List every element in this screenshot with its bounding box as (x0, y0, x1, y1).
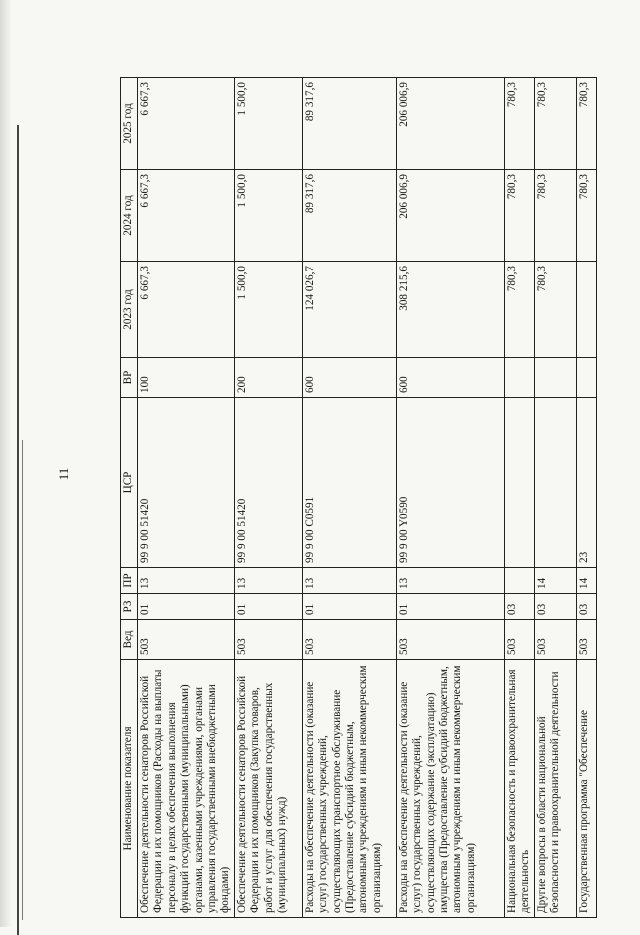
row-pr: 14 (576, 568, 596, 594)
row-name: Расходы на обеспечение деятельности (оказание услуг) государственных учреждений, осуществляющих транспортное обслуживание (Предоставление субсидий бюджетным, автономным учреждениям и иным некоммерческим организациям) (302, 660, 396, 918)
page-number: 11 (56, 467, 71, 481)
row-2024: 6 667,3 (138, 170, 235, 262)
row-2023: 308 215,6 (396, 262, 504, 358)
row-name: Национальная безопасность и правоохранительная деятельность (504, 660, 534, 918)
table-row (504, 78, 534, 918)
row-ved: 503 (534, 620, 576, 660)
row-csr: 23 (576, 398, 596, 568)
table-row (396, 78, 504, 918)
row-vr (534, 358, 576, 398)
row-ved: 503 (234, 620, 302, 660)
row-2025: 780,3 (534, 78, 576, 170)
budget-table-container (120, 78, 610, 918)
row-name: Расходы на обеспечение деятельности (оказание услуг) государственных учреждений, осуществляющих содержание (эксплуатацию) имущества (Предоставление субсидий бюджетным, автономным учреждениям и иным некоммерческим организациям) (396, 660, 504, 918)
row-2023: 780,3 (534, 262, 576, 358)
row-2024: 206 006,9 (396, 170, 504, 262)
row-2023 (576, 262, 596, 358)
header-csr: ЦСР (121, 398, 138, 568)
row-csr: 99 9 00 51420 (138, 398, 235, 568)
row-2024: 1 500,0 (234, 170, 302, 262)
row-2023: 780,3 (504, 262, 534, 358)
row-2023: 6 667,3 (138, 262, 235, 358)
row-2025: 206 006,9 (396, 78, 504, 170)
table-header-row (121, 78, 138, 918)
row-2025: 1 500,0 (234, 78, 302, 170)
scan-edge-shadow (0, 0, 12, 927)
header-vr: ВР (121, 358, 138, 398)
row-vr: 600 (302, 358, 396, 398)
header-2025: 2025 год (121, 78, 138, 170)
row-2024: 780,3 (504, 170, 534, 262)
row-vr (576, 358, 596, 398)
row-rz: 01 (396, 594, 504, 620)
row-csr: 99 9 00 С0591 (302, 398, 396, 568)
row-pr: 14 (534, 568, 576, 594)
row-ved: 503 (576, 620, 596, 660)
row-ved: 503 (302, 620, 396, 660)
row-rz: 01 (302, 594, 396, 620)
row-2024: 89 317,6 (302, 170, 396, 262)
row-pr: 13 (302, 568, 396, 594)
row-csr (534, 398, 576, 568)
header-ved: Вед (121, 620, 138, 660)
row-2023: 1 500,0 (234, 262, 302, 358)
binding-edge-line (17, 125, 19, 935)
row-2025: 780,3 (504, 78, 534, 170)
header-rz: РЗ (121, 594, 138, 620)
row-vr: 200 (234, 358, 302, 398)
budget-table (120, 77, 597, 918)
row-2023: 124 026,7 (302, 262, 396, 358)
table-row (138, 78, 235, 918)
row-pr: 13 (138, 568, 235, 594)
row-pr: 13 (234, 568, 302, 594)
row-rz: 03 (534, 594, 576, 620)
row-ved: 503 (138, 620, 235, 660)
row-rz: 03 (504, 594, 534, 620)
table-row (302, 78, 396, 918)
row-2025: 89 317,6 (302, 78, 396, 170)
row-pr: 13 (396, 568, 504, 594)
row-csr: 99 9 00 51420 (234, 398, 302, 568)
header-pr: ПР (121, 568, 138, 594)
row-vr: 600 (396, 358, 504, 398)
row-2024: 780,3 (534, 170, 576, 262)
header-2024: 2024 год (121, 170, 138, 262)
row-csr: 99 9 00 Y0590 (396, 398, 504, 568)
table-row (534, 78, 576, 918)
row-name: Обеспечение деятельности сенаторов Российской Федерации и их помощников (Закупка товаров, работ и услуг для обеспечения государственных (муниципальных) нужд) (234, 660, 302, 918)
row-rz: 01 (234, 594, 302, 620)
header-name: Наименование показателя (121, 660, 138, 918)
header-2023: 2023 год (121, 262, 138, 358)
row-pr (504, 568, 534, 594)
row-2025: 6 667,3 (138, 78, 235, 170)
table-row (234, 78, 302, 918)
row-rz: 03 (576, 594, 596, 620)
row-rz: 01 (138, 594, 235, 620)
binding-edge-line-secondary (22, 440, 23, 920)
row-vr: 100 (138, 358, 235, 398)
row-name: Государственная программа "Обеспечение (576, 660, 596, 918)
row-name: Другие вопросы в области национальной безопасности и правоохранительной деятельности (534, 660, 576, 918)
row-2025: 780,3 (576, 78, 596, 170)
row-name: Обеспечение деятельности сенаторов Российской Федерации и их помощников (Расходы на выплаты персоналу в целях обеспечения выполнения функций государственными (муниципальными) органами, казенными учреждениями, органами управления государственными внебюджетными фондами) (138, 660, 235, 918)
row-2024: 780,3 (576, 170, 596, 262)
table-row (576, 78, 596, 918)
row-ved: 503 (504, 620, 534, 660)
row-ved: 503 (396, 620, 504, 660)
row-csr (504, 398, 534, 568)
row-vr (504, 358, 534, 398)
